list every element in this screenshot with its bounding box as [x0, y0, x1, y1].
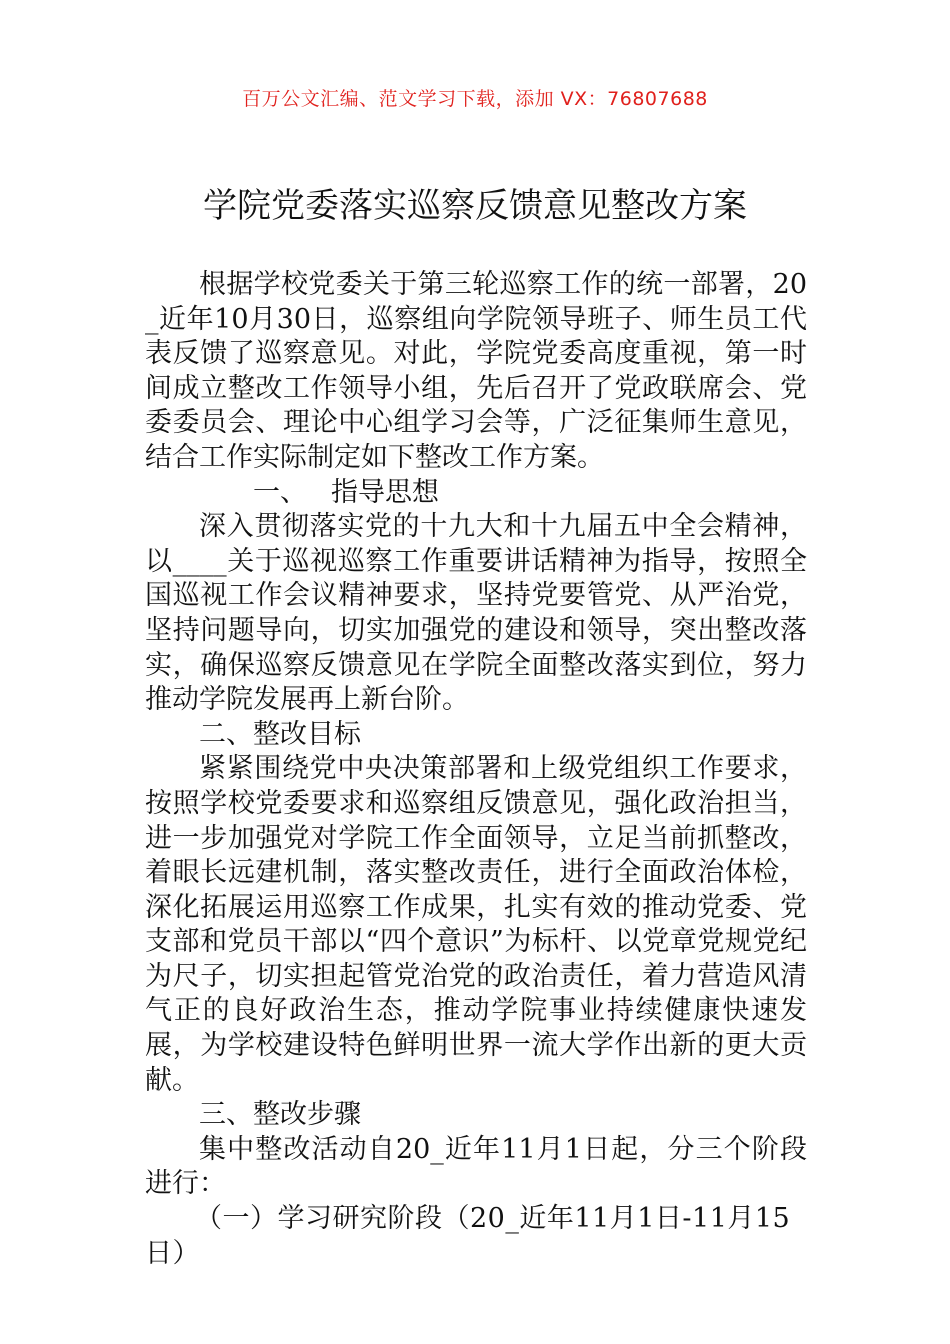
section-heading-3: 三、整改步骤	[199, 1099, 361, 1131]
document-title: 学院党委落实巡察反馈意见整改方案	[203, 186, 747, 226]
section-title-1: 指导思想	[331, 476, 439, 508]
header-note: 百万公文汇编、范文学习下载，添加 VX：76807688	[242, 88, 708, 110]
section-body-3: 集中整改活动自20_近年11月1日起，分三个阶段进行：	[145, 1133, 807, 1200]
intro-paragraph: 根据学校党委关于第三轮巡察工作的统一部署，20_近年10月30日，巡察组向学院领导班子、师生员工代表反馈了巡察意见。对此，学院党委高度重视，第一时间成立整改工作领导小组，先后召开了党政联席会、党委委员会、理论中心组学习会等，广泛征集师生意见，结合工作实际制定如下整改工作方案。	[145, 269, 807, 473]
section-heading-1	[145, 476, 807, 511]
section-number-1: 一、	[253, 476, 307, 508]
section-heading-2: 二、整改目标	[199, 718, 361, 750]
document-body	[145, 268, 807, 1271]
section-body-1: 深入贯彻落实党的十九大和十九届五中全会精神，以____关于巡视巡察工作重要讲话精神为指导，按照全国巡视工作会议精神要求，坚持党要管党、从严治党，坚持问题导向，切实加强党的建设和领导，突出整改落实，确保巡察反馈意见在学院全面整改落实到位，努力推动学院发展再上新台阶。	[145, 511, 807, 716]
section-body-2: 紧紧围绕党中央决策部署和上级党组织工作要求，按照学校党委要求和巡察组反馈意见，强化政治担当，进一步加强党对学院工作全面领导，立足当前抓整改，着眼长远建机制，落实整改责任，进行全面政治体检，深化拓展运用巡察工作成果，扎实有效的推动党委、党支部和党员干部以“四个意识”为标杆、以党章党规党纪为尺子，切实担起管党治党的政治责任，着力营造风清气正的良好政治生态，推动学院事业持续健康快速发展，为学校建设特色鲜明世界一流大学作出新的更大贡献。	[145, 753, 807, 1096]
stage-heading-1: （一）学习研究阶段（20_近年11月1日-11月15日）	[145, 1203, 791, 1269]
